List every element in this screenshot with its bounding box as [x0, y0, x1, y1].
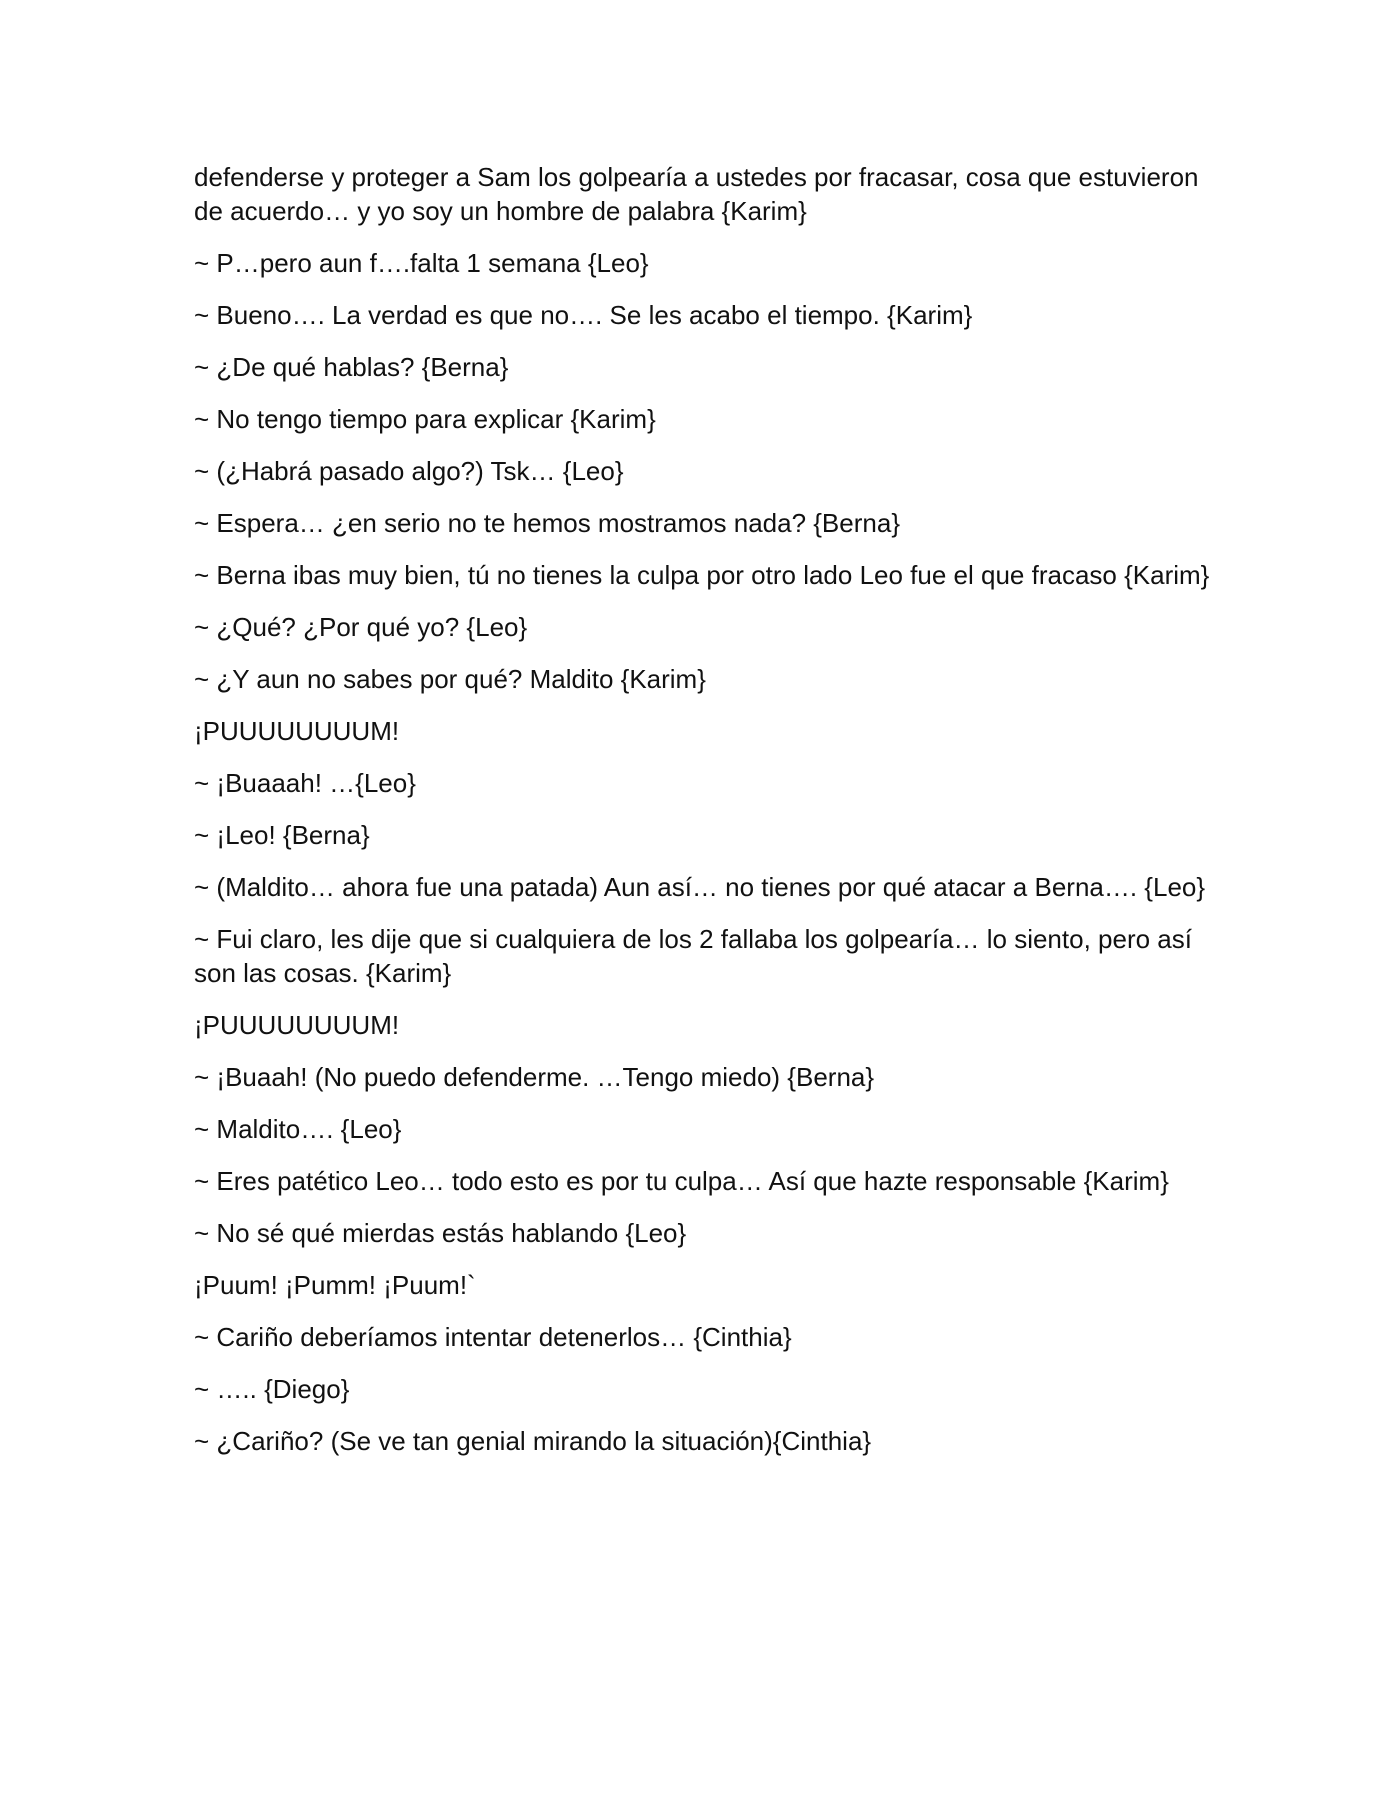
sound-effect: ¡PUUUUUUUUM!: [194, 1010, 400, 1040]
sound-effect: ¡Puum! ¡Pumm! ¡Puum!`: [194, 1270, 476, 1300]
paragraph: ~ Eres patético Leo… todo esto es por tu culpa… Así que hazte responsable {Karim}: [194, 1166, 1169, 1196]
paragraph: ~ Berna ibas muy bien, tú no tienes la culpa por otro lado Leo fue el que fracaso {Karim}: [194, 560, 1210, 590]
paragraph: ~ ¿De qué hablas? {Berna}: [194, 352, 509, 382]
paragraph: ~ Cariño deberíamos intentar detenerlos… {Cinthia}: [194, 1322, 792, 1352]
paragraph: ~ ….. {Diego}: [194, 1374, 350, 1404]
paragraph: ~ P…pero aun f….falta 1 semana {Leo}: [194, 248, 649, 278]
paragraph: ~ ¡Leo! {Berna}: [194, 820, 370, 850]
paragraph: ~ Maldito…. {Leo}: [194, 1114, 402, 1144]
paragraph: ~ (¿Habrá pasado algo?) Tsk… {Leo}: [194, 456, 624, 486]
paragraph: ~ No tengo tiempo para explicar {Karim}: [194, 404, 656, 434]
paragraph: ~ Bueno…. La verdad es que no…. Se les acabo el tiempo. {Karim}: [194, 300, 973, 330]
paragraph: ~ ¡Buaaah! …{Leo}: [194, 768, 416, 798]
paragraph: ~ ¿Cariño? (Se ve tan genial mirando la situación){Cinthia}: [194, 1426, 872, 1456]
paragraph: defenderse y proteger a Sam los golpearía a ustedes por fracasar, cosa que estuvieron de acuerdo… y yo soy un hombre de palabra {Karim}: [194, 162, 1199, 226]
paragraph: ~ ¿Y aun no sabes por qué? Maldito {Karim}: [194, 664, 706, 694]
sound-effect: ¡PUUUUUUUUM!: [194, 716, 400, 746]
paragraph: ~ Espera… ¿en serio no te hemos mostramos nada? {Berna}: [194, 508, 900, 538]
document-body: [194, 160, 1214, 1476]
paragraph: ~ No sé qué mierdas estás hablando {Leo}: [194, 1218, 687, 1248]
paragraph: ~ Fui claro, les dije que si cualquiera de los 2 fallaba los golpearía… lo siento, pero así son las cosas. {Karim}: [194, 924, 1192, 988]
paragraph: ~ ¡Buaah! (No puedo defenderme. …Tengo miedo) {Berna}: [194, 1062, 875, 1092]
paragraph: ~ ¿Qué? ¿Por qué yo? {Leo}: [194, 612, 528, 642]
paragraph: ~ (Maldito… ahora fue una patada) Aun así… no tienes por qué atacar a Berna…. {Leo}: [194, 872, 1206, 902]
